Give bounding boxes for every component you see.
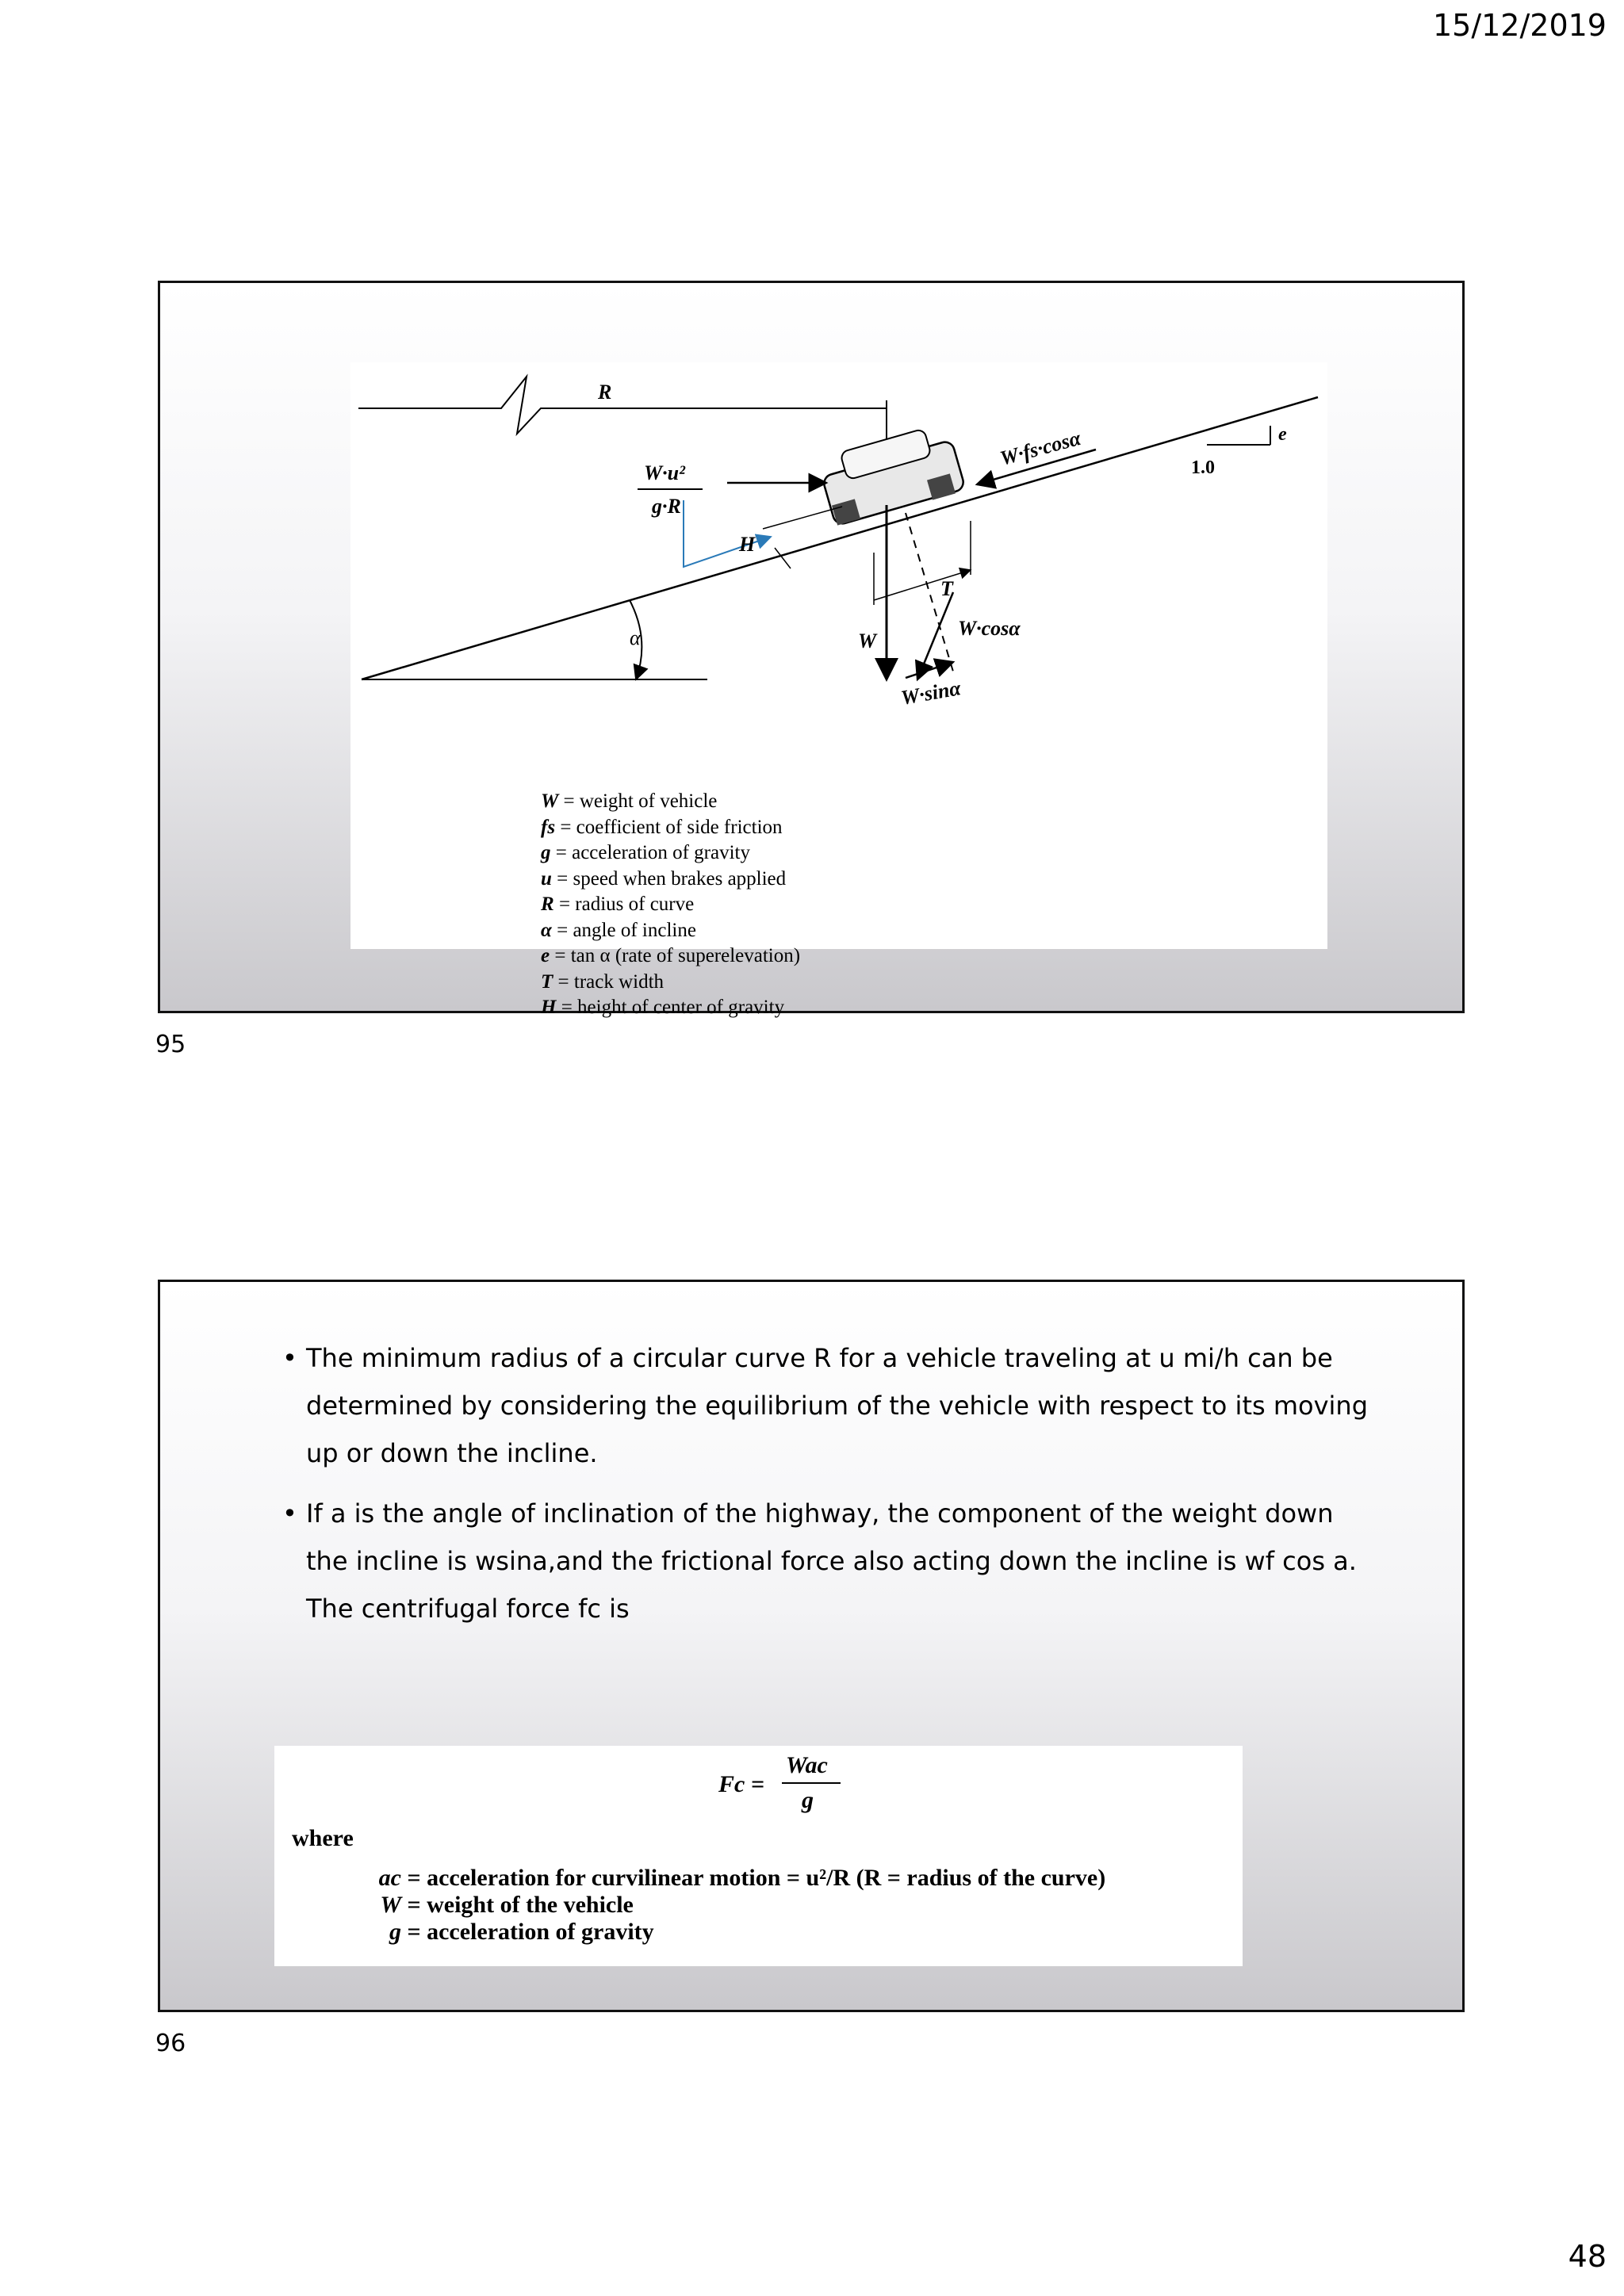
slide-96 <box>158 1280 1465 2012</box>
formula-def: W = weight of the vehicle <box>380 1892 634 1918</box>
diagram-panel <box>350 362 1327 1018</box>
legend-item: u = speed when brakes applied <box>541 867 787 890</box>
legend-item: α = angle of incline <box>541 919 696 941</box>
label-alpha: α <box>630 626 641 649</box>
wcos-arrow <box>917 592 953 679</box>
formula-where: where <box>292 1825 354 1851</box>
label-H: H <box>739 533 756 556</box>
radius-line <box>358 377 887 434</box>
legend-item: g = acceleration of gravity <box>541 842 750 863</box>
wsin-arrow <box>906 662 953 678</box>
bullet-item: • If a is the angle of inclination of the highway, the component of the weight down the incline is wsina,and the frictional force also acting down the incline is wf cos a. The centrifugal force fc is <box>282 1490 1377 1632</box>
label-W: W <box>858 629 877 652</box>
label-wsin: W·sinα <box>899 676 963 710</box>
formula-lhs: Fc = <box>718 1771 764 1797</box>
legend-item: fs = coefficient of side friction <box>541 816 783 838</box>
label-T: T <box>940 577 953 600</box>
slide-95 <box>158 281 1465 1018</box>
legend-item: e = tan α (rate of superelevation) <box>541 945 801 966</box>
diagram-legend <box>541 789 800 1021</box>
incline-line <box>362 397 1318 679</box>
formula-def: ac = acceleration for curvilinear motion = u²/R (R = radius of the curve) <box>378 1865 1106 1891</box>
superelevation-diagram <box>350 362 1327 949</box>
slide-number-96: 96 <box>155 2030 186 2057</box>
bullet-dot-icon: • <box>282 1343 297 1373</box>
formula-numerator: Wac <box>786 1752 828 1778</box>
label-e: e <box>1278 424 1287 445</box>
page-number: 48 <box>1568 2239 1607 2274</box>
label-wfs: W·fs·cosα <box>998 426 1083 470</box>
legend-item: H = height of center of gravity <box>541 997 785 1018</box>
label-gR: g·R <box>652 495 681 518</box>
slide-number-95: 95 <box>155 1031 186 1058</box>
legend-item: T = track width <box>541 970 665 993</box>
label-one: 1.0 <box>1191 457 1215 478</box>
formula-denominator: g <box>802 1787 814 1813</box>
legend-item: R = radius of curve <box>541 894 695 915</box>
label-wu2: W·u² <box>644 461 685 484</box>
formula-panel <box>274 1746 1243 1966</box>
legend-item: W = weight of vehicle <box>541 790 718 812</box>
h-dimension <box>763 507 842 529</box>
car-icon <box>822 429 965 526</box>
t-dimension <box>874 570 971 600</box>
bullet-list <box>282 1334 1377 1645</box>
formula-fraction-bar <box>782 1782 841 1784</box>
formula-def: g = acceleration of gravity <box>389 1919 654 1945</box>
header-date: 15/12/2019 <box>1432 8 1607 43</box>
label-R: R <box>598 381 612 404</box>
bullet-item: • The minimum radius of a circular curve R for a vehicle traveling at u mi/h can be determined by considering the equilibrium of the vehicle with respect to its moving up or down the incline. <box>282 1334 1377 1477</box>
label-wcos: W·cosα <box>958 617 1021 640</box>
blue-lever-arrow <box>684 500 771 567</box>
bullet-dot-icon: • <box>282 1498 297 1529</box>
